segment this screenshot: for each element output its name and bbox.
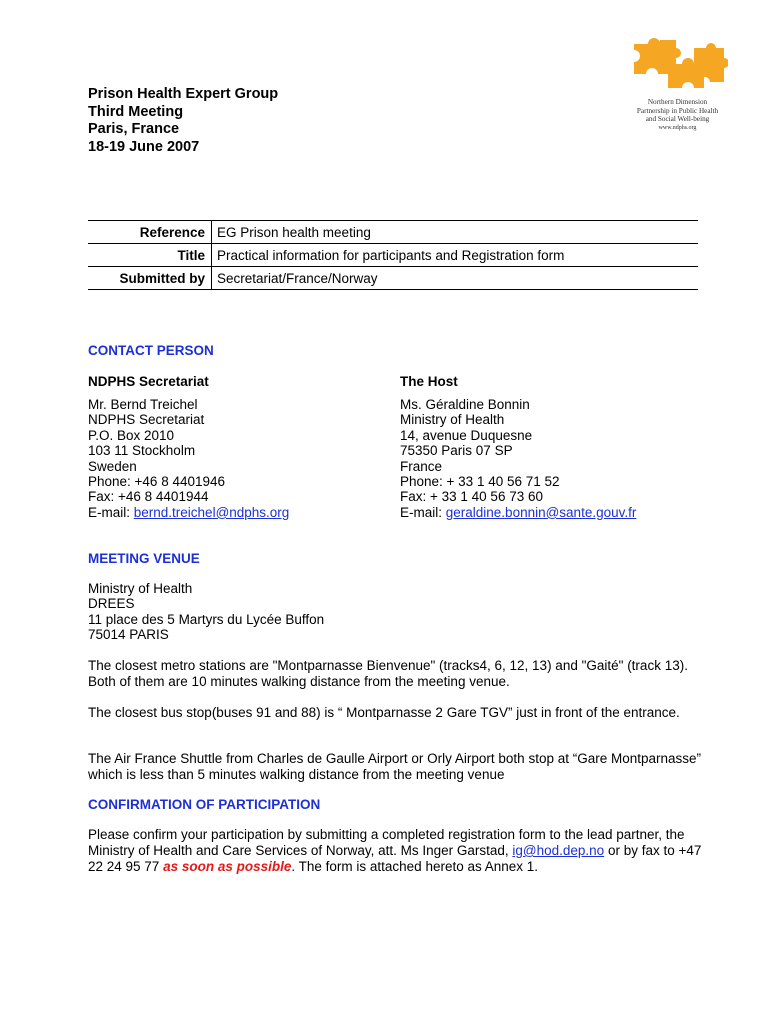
logo-line: and Social Well-being	[645, 115, 710, 124]
contact-line: 14, avenue Duquesne	[400, 427, 533, 443]
address-line: Ministry of Health	[88, 581, 193, 596]
ndphs-logo	[620, 34, 735, 132]
reference-label: Reference	[88, 221, 212, 244]
table-row	[88, 244, 698, 267]
confirmation-heading: CONFIRMATION OF PARTICIPATION	[88, 797, 321, 812]
contact-line: 75350 Paris 07 SP	[400, 443, 513, 459]
meeting-number: Third Meeting	[88, 103, 184, 120]
meeting-date: 18-19 June 2007	[88, 138, 200, 155]
contact-line: Fax: +46 8 4401944	[88, 489, 209, 505]
submitted-by-value: Secretariat/France/Norway	[212, 267, 699, 290]
contact-line: Fax: + 33 1 40 56 73 60	[400, 489, 543, 505]
contact-line: Mr. Bernd Treichel	[88, 397, 198, 412]
group-name: Prison Health Expert Group	[88, 86, 279, 102]
shuttle-paragraph: The Air France Shuttle from Charles de Gaulle Airport or Orly Airport both stop at “Gare Montparnasse” which is less than 5 minutes walking distance from the meeting venue	[88, 751, 702, 782]
address-line: DREES	[88, 596, 135, 612]
title-label: Title	[88, 244, 212, 267]
reference-value: EG Prison health meeting	[212, 221, 699, 244]
logo-caption	[620, 98, 735, 132]
confirmation-email-link[interactable]: ig@hod.dep.no	[512, 843, 605, 858]
host-email-link[interactable]: geraldine.bonnin@sante.gouv.fr	[445, 504, 637, 520]
puzzle-pieces-logo-icon	[628, 34, 728, 96]
contact-line: NDPHS Secretariat	[88, 412, 205, 428]
secretariat-heading: NDPHS Secretariat	[88, 374, 209, 389]
confirmation-text: Please confirm your participation by submitting a completed registration form to the lead partner, the Ministry of Health and Care Services of Norway, att. Ms Inger Garstad,	[88, 827, 685, 858]
contact-line: P.O. Box 2010	[88, 427, 175, 443]
submitted-by-label: Submitted by	[88, 267, 212, 290]
deadline-emphasis: as soon as possible	[163, 859, 292, 874]
email-line	[400, 505, 636, 520]
email-label: E-mail:	[88, 504, 134, 520]
meeting-venue-heading: MEETING VENUE	[88, 551, 200, 566]
venue-address	[88, 581, 324, 643]
contact-line: France	[400, 458, 443, 474]
logo-line: Northern Dimension	[647, 98, 708, 106]
bus-paragraph: The closest bus stop(buses 91 and 88) is “ Montparnasse 2 Gare TGV” just in front of the entrance.	[88, 705, 680, 720]
contact-line: Ms. Géraldine Bonnin	[400, 397, 530, 412]
email-label: E-mail:	[400, 504, 446, 520]
contact-line: Sweden	[88, 458, 137, 474]
document-meta-table	[88, 220, 698, 290]
document-title-block	[88, 86, 278, 156]
contact-person-heading: CONTACT PERSON	[88, 343, 214, 358]
address-line: 11 place des 5 Martyrs du Lycée Buffon	[88, 611, 325, 627]
title-value: Practical information for participants and Registration form	[212, 244, 699, 267]
secretariat-email-link[interactable]: bernd.treichel@ndphs.org	[133, 504, 290, 520]
host-heading: The Host	[400, 374, 458, 389]
confirmation-text: . The form is attached hereto as Annex 1.	[291, 859, 539, 874]
table-row	[88, 267, 698, 290]
table-row	[88, 221, 698, 244]
secretariat-contact	[88, 397, 289, 520]
email-line	[88, 505, 289, 520]
contact-line: Phone: +46 8 4401946	[88, 474, 226, 490]
confirmation-text: or by fax to +47 22 24 95 77	[88, 843, 702, 874]
contact-line: Phone: + 33 1 40 56 71 52	[400, 474, 560, 490]
contact-line: Ministry of Health	[400, 412, 505, 428]
meeting-location: Paris, France	[88, 121, 180, 137]
logo-line: Partnership in Public Health	[636, 106, 719, 115]
address-line: 75014 PARIS	[88, 627, 169, 643]
contact-line: 103 11 Stockholm	[88, 443, 196, 459]
logo-url: www.ndphs.org	[658, 124, 697, 131]
confirmation-paragraph	[88, 827, 708, 875]
metro-paragraph: The closest metro stations are "Montparnasse Bienvenue" (tracks4, 6, 12, 13) and "Gaité" (track 13). Both of them are 10 minutes walking distance from the meeting venue.	[88, 658, 688, 689]
host-contact	[400, 397, 636, 520]
